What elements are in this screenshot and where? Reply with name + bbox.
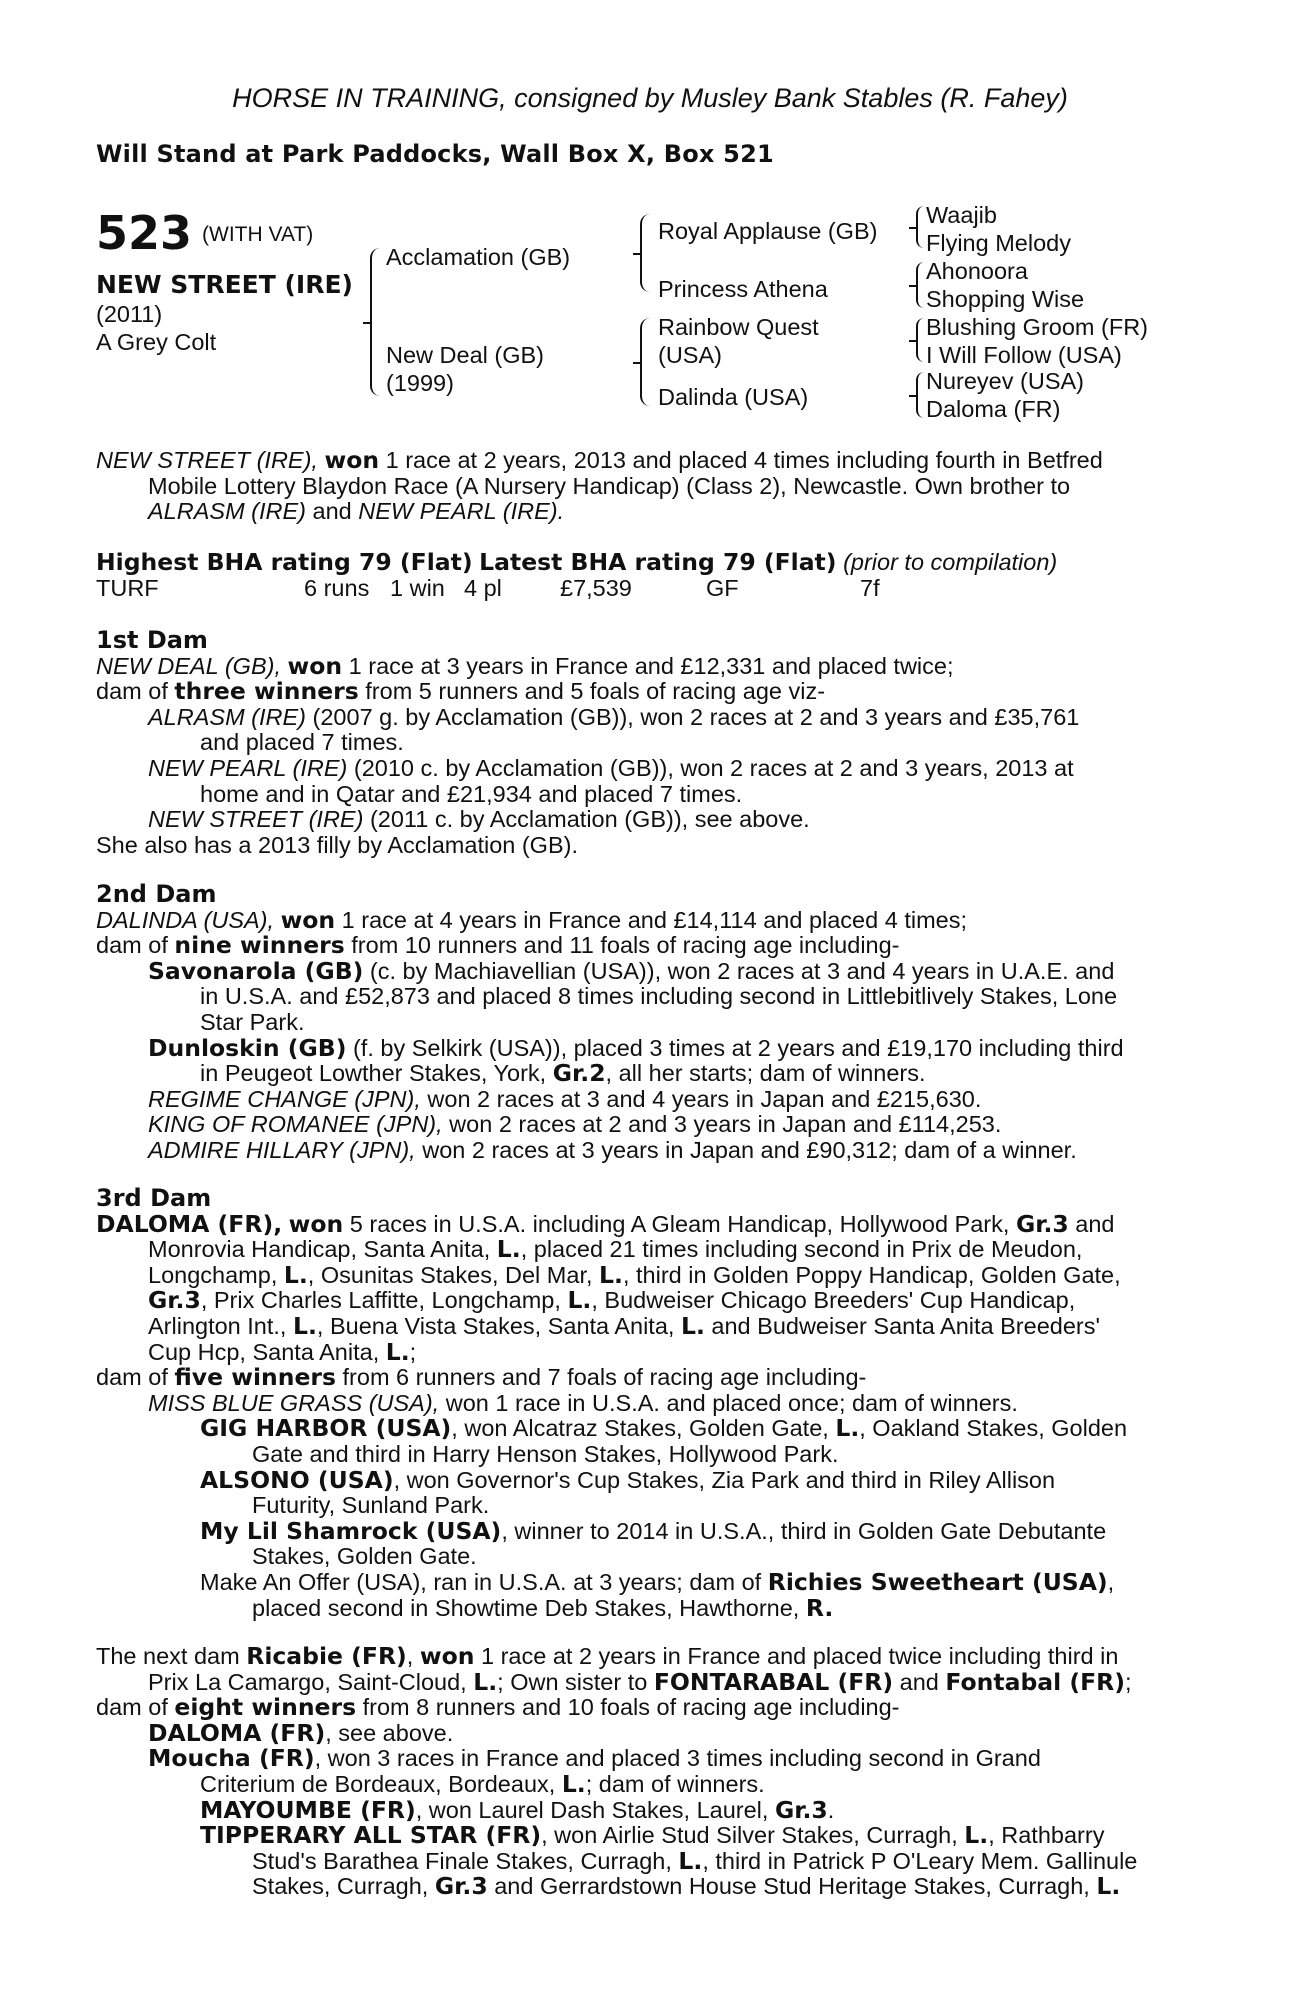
summary-text: Mobile Lottery Blaydon Race (A Nursery Handicap) (Class 2), Newcastle. Own brother to [148,472,1071,499]
offspring-text: home and in Qatar and £21,934 and placed 7 times. [200,780,743,807]
pedigree-g4: Shopping Wise [926,286,1085,312]
dam-name: Ricabie (FR) [246,1642,407,1670]
listed-label: L. [496,1235,521,1264]
dam-text: and Budweiser Santa Anita Breeders' [704,1312,1100,1339]
horse-year: (2011) [96,301,163,327]
dam-text: , third in Golden Poppy Handicap, Golden Gate, [622,1261,1121,1288]
sister-name: FONTARABAL (FR) [653,1667,894,1696]
brother-name: NEW PEARL (IRE). [358,498,565,525]
offspring-name: KING OF ROMANEE (JPN), [148,1111,443,1138]
grade-label: Gr.2 [552,1059,606,1088]
going: GF [706,574,739,601]
pedigree-g7: Nureyev (USA) [926,368,1085,394]
listed-label: L. [567,1286,592,1315]
offspring-name: ALSONO (USA) [200,1465,394,1494]
offspring-text: Stakes, Golden Gate. [252,1543,477,1570]
dam-text: , Budweiser Chicago Breeders' Cup Handicap, [591,1287,1076,1314]
dam-text: , Buena Vista Stakes, Santa Anita, [316,1312,681,1339]
offspring-text: , won 3 races in France and placed 3 times including second in Grand [314,1745,1041,1772]
dam-text: Longchamp, [148,1261,284,1288]
race-summary [96,448,1204,525]
dam-text: 1 race at 3 years in France and £12,331 and placed twice; [342,652,954,679]
winners-count: eight winners [174,1693,357,1722]
offspring-text: won 2 races at 3 and 4 years in Japan and £215,630. [420,1085,982,1112]
offspring-text: Stakes, Curragh, [252,1873,435,1900]
pedigree-g6: I Will Follow (USA) [926,342,1122,368]
brother-name: ALRASM (IRE) [148,498,306,525]
offspring-text: ; dam of winners. [585,1770,765,1797]
dam-name: NEW DEAL (GB), [96,652,281,679]
offspring-text: , won Laurel Dash Stakes, Laurel, [415,1796,775,1823]
section-heading: 3rd Dam [96,1184,212,1212]
dam-name: DALOMA (FR), [96,1209,283,1238]
distance: 7f [860,574,880,601]
first-dam [96,628,1204,858]
listed-label: L. [680,1311,705,1340]
offspring-name: NEW PEARL (IRE) [148,754,348,781]
pedigree-dam: New Deal (GB) [386,342,545,368]
restricted-label: R. [805,1593,834,1622]
offspring-text: and placed 7 times. [200,729,404,756]
pedigree-dam-year: (1999) [386,370,454,396]
section-heading: 1st Dam [96,626,208,654]
listed-label: L. [293,1311,317,1340]
pedigree-g3: Ahonoora [926,258,1028,284]
pedigree-dam-sire-country: (USA) [658,342,722,368]
pedigree-g5: Blushing Groom (FR) [926,314,1148,340]
offspring-text: , [1107,1568,1115,1595]
winners-count: three winners [174,677,359,706]
listed-label: L. [964,1821,989,1850]
pedigree-brace [916,372,924,418]
dam-text: dam of [96,678,175,705]
pedigree-sire: Acclamation (GB) [386,244,571,270]
listed-label: L. [283,1260,308,1289]
pedigree-brace [640,318,650,406]
listed-label: L. [473,1667,498,1696]
offspring-text: , won Airlie Stud Silver Stakes, Curragh, [541,1822,965,1849]
offspring-name: Moucha (FR) [148,1744,315,1773]
dam-text: from 5 runners and 5 foals of racing age viz- [358,678,826,705]
offspring-text: placed second in Showtime Deb Stakes, Hawthorne, [252,1594,806,1621]
third-dam [96,1186,1204,1621]
offspring-name: REGIME CHANGE (JPN), [148,1085,421,1112]
pedigree-g2: Flying Melody [926,230,1071,256]
dam-text: The next dam [96,1643,247,1669]
listed-label: L. [599,1260,623,1289]
pedigree-g1: Waajib [926,202,997,228]
offspring-text: Criterium de Bordeaux, Bordeaux, [200,1770,562,1797]
form-line [96,576,1204,602]
offspring-name: Savonarola (GB) [148,956,364,985]
dam-text: 1 race at 4 years in France and £14,114 and placed 4 times; [335,906,967,933]
offspring-text: (2011 c. by Acclamation (GB)), see above. [363,806,810,833]
offspring-text: , Oakland Stakes, Golden [859,1415,1128,1442]
dam-text: ; [1125,1668,1132,1695]
offspring-text: won 1 race in U.S.A. and placed once; dam of winners. [439,1389,1018,1416]
pedigree-dam-sire: Rainbow Quest [658,314,819,340]
pedigree-dam-dam: Dalinda (USA) [658,384,809,410]
section-heading: 2nd Dam [96,880,217,908]
offspring-text: , won Alcatraz Stakes, Golden Gate, [451,1415,836,1442]
earnings: £7,539 [560,574,632,601]
dam-name: DALINDA (USA), [96,906,275,933]
page-title: HORSE IN TRAINING, consigned by Musley Bank Stables (R. Fahey) [232,83,1068,113]
offspring-text: won 2 races at 3 years in Japan and £90,312; dam of a winner. [415,1136,1077,1163]
listed-label: L. [678,1846,703,1875]
offspring-name: Dunloskin (GB) [148,1033,347,1062]
dam-text: , Osunitas Stakes, Del Mar, [307,1261,600,1288]
runs: 6 runs [304,574,370,601]
pedigree-brace [916,318,924,362]
grade-label: Gr.3 [434,1872,488,1901]
dam-text: Arlington Int., [148,1312,293,1339]
offspring-text: won 2 races at 2 and 3 years in Japan and £114,253. [442,1111,1002,1138]
dam-text: and [1068,1210,1115,1237]
highest-rating: Highest BHA rating 79 (Flat) [96,548,473,576]
offspring-name: MISS BLUE GRASS (USA), [148,1389,440,1416]
dam-text: ; Own sister to [497,1668,654,1695]
offspring-name: My Lil Shamrock (USA) [200,1516,502,1545]
offspring-text: , third in Patrick P O'Leary Mem. Gallinule [702,1847,1138,1874]
placed: 4 pl [464,574,502,601]
next-dam: The next dam Ricabie (FR), won 1 race at 2 years in France and placed twice including third in Prix La Camargo, Saint-Cloud, L.; Own sister to FONTARABAL (FR) and Fontabal (FR); dam of eight winners from 8 runners and 10 foals of racing age including- DALOMA (FR), see above. Moucha (FR), won 3 races in France and placed 3 times including second in Grand Criterium de Bordeaux, Bordeaux, L.; dam of winners. MAYOUMBE (FR), won Laurel Dash Stakes, Laurel, Gr.3. TIPPERARY ALL STAR (FR), won Airlie Stud Silver Stakes, Curragh, L., Rathbarry Stud's Barathea Finale Stakes, Curragh, L., third in Patrick P O'Leary Mem. Gallinule Stakes, Curragh, Gr.3 and Gerrardstown House Stud Heritage Stakes, Curragh, L. [96,1642,1138,1901]
offspring-text: . [827,1796,835,1823]
grade-label: Gr.3 [148,1286,201,1315]
offspring-name: TIPPERARY ALL STAR (FR) [200,1821,542,1850]
lot-number-row [96,208,313,258]
offspring-name: NEW STREET (IRE) [148,806,364,833]
grade-label: Gr.3 [1015,1209,1069,1238]
offspring-text: , all her starts; dam of winners. [605,1060,926,1087]
offspring-name: ALRASM (IRE) [148,703,306,730]
dam-text: 5 races in U.S.A. including A Gleam Handicap, Hollywood Park, [343,1210,1016,1237]
dam-text: , placed 21 times including second in Prix de Meudon, [520,1236,1083,1263]
horse-name: NEW STREET (IRE) [96,270,353,299]
listed-label: L. [561,1769,586,1798]
offspring-name: MAYOUMBE (FR) [200,1795,416,1824]
dam-text: , Prix Charles Laffitte, Longchamp, [200,1287,568,1314]
won-label: won [419,1642,475,1670]
dam-text: Monrovia Handicap, Santa Anita, [148,1236,497,1263]
won-label: won [288,1209,344,1238]
listed-label: L. [385,1337,410,1366]
dam-text: and [893,1668,946,1695]
second-dam [96,882,1204,1164]
offspring-text: Gate and third in Harry Henson Stakes, Hollywood Park. [252,1440,839,1467]
dam-text: dam of [96,932,175,959]
winners-count: nine winners [174,931,345,960]
offspring-text: in Peugeot Lowther Stakes, York, [200,1060,553,1087]
offspring-text: , won Governor's Cup Stakes, Zia Park and third in Riley Allison [393,1466,1056,1493]
offspring-text: Stud's Barathea Finale Stakes, Curragh, [252,1847,679,1874]
pedigree-g8: Daloma (FR) [926,396,1061,422]
winners-count: five winners [174,1363,336,1392]
vat-note: (WITH VAT) [202,223,314,246]
dam-text: from 6 runners and 7 foals of racing age including- [335,1364,867,1391]
offspring-text: , winner to 2014 in U.S.A., third in Golden Gate Debutante [501,1517,1107,1544]
wins: 1 win [390,574,445,601]
listed-label: L. [835,1414,860,1443]
offspring-text: Star Park. [200,1008,305,1035]
dam-text: from 10 runners and 11 foals of racing age including- [344,932,900,959]
offspring-text: (f. by Selkirk (USA)), placed 3 times at 2 years and £19,170 including third [346,1034,1124,1061]
dam-text: dam of [96,1364,175,1391]
offspring-name: DALOMA (FR) [148,1718,326,1747]
rating-block [96,550,1204,602]
pedigree-sire-sire: Royal Applause (GB) [658,218,878,244]
latest-rating: Latest BHA rating 79 (Flat) [479,548,837,576]
won-label: won [324,446,380,474]
offspring-text: , see above. [325,1719,454,1746]
offspring-name: Richies Sweetheart (USA) [767,1567,1108,1596]
dam-text: 1 race at 2 years in France and placed twice including third in [474,1643,1119,1669]
summary-text: 1 race at 2 years, 2013 and placed 4 times including fourth in Betfred [379,447,1103,473]
stand-location: Will Stand at Park Paddocks, Wall Box X, Box 521 [96,140,774,168]
pedigree-sire-dam: Princess Athena [658,276,828,302]
pedigree-brace [916,206,924,248]
dam-text: Cup Hcp, Santa Anita, [148,1338,386,1365]
rating-note: (prior to compilation) [843,549,1058,575]
lot-number: 523 [96,206,193,260]
offspring-text: , Rathbarry [988,1822,1105,1849]
sister-name: Fontabal (FR) [945,1667,1126,1696]
pedigree-brace [370,248,380,396]
dam-text: from 8 runners and 10 foals of racing age including- [356,1694,900,1721]
won-label: won [287,651,343,680]
summary-text: and [306,498,359,525]
offspring-text: (2007 g. by Acclamation (GB)), won 2 races at 2 and 3 years and £35,761 [306,703,1080,730]
grade-label: Gr.3 [774,1795,828,1824]
pedigree-brace [916,262,924,308]
offspring-name: ADMIRE HILLARY (JPN), [148,1136,416,1163]
offspring-name: GIG HARBOR (USA) [200,1414,452,1443]
offspring-text: (2010 c. by Acclamation (GB)), won 2 races at 2 and 3 years, 2013 at [347,754,1074,781]
pedigree-brace [640,214,650,292]
horse-name-ref: NEW STREET (IRE), [96,447,318,473]
offspring-text: (c. by Machiavellian (USA)), won 2 races at 3 and 4 years in U.A.E. and [363,957,1115,984]
offspring-text: and Gerrardstown House Stud Heritage Stakes, Curragh, [487,1873,1097,1900]
offspring-text: Futurity, Sunland Park. [252,1492,490,1519]
offspring-text: Make An Offer (USA), ran in U.S.A. at 3 years; dam of [200,1568,768,1595]
surface: TURF [96,574,159,601]
dam-text: dam of [96,1694,175,1721]
dam-text: Prix La Camargo, Saint-Cloud, [148,1668,474,1695]
offspring-text: in U.S.A. and £52,873 and placed 8 times including second in Littlebitlively Stakes, Lone [200,983,1118,1010]
horse-description: A Grey Colt [96,329,217,355]
won-label: won [280,905,336,934]
dam-text: She also has a 2013 filly by Acclamation (GB). [96,831,578,858]
listed-label: L. [1096,1872,1121,1901]
dam-text: ; [409,1338,417,1365]
